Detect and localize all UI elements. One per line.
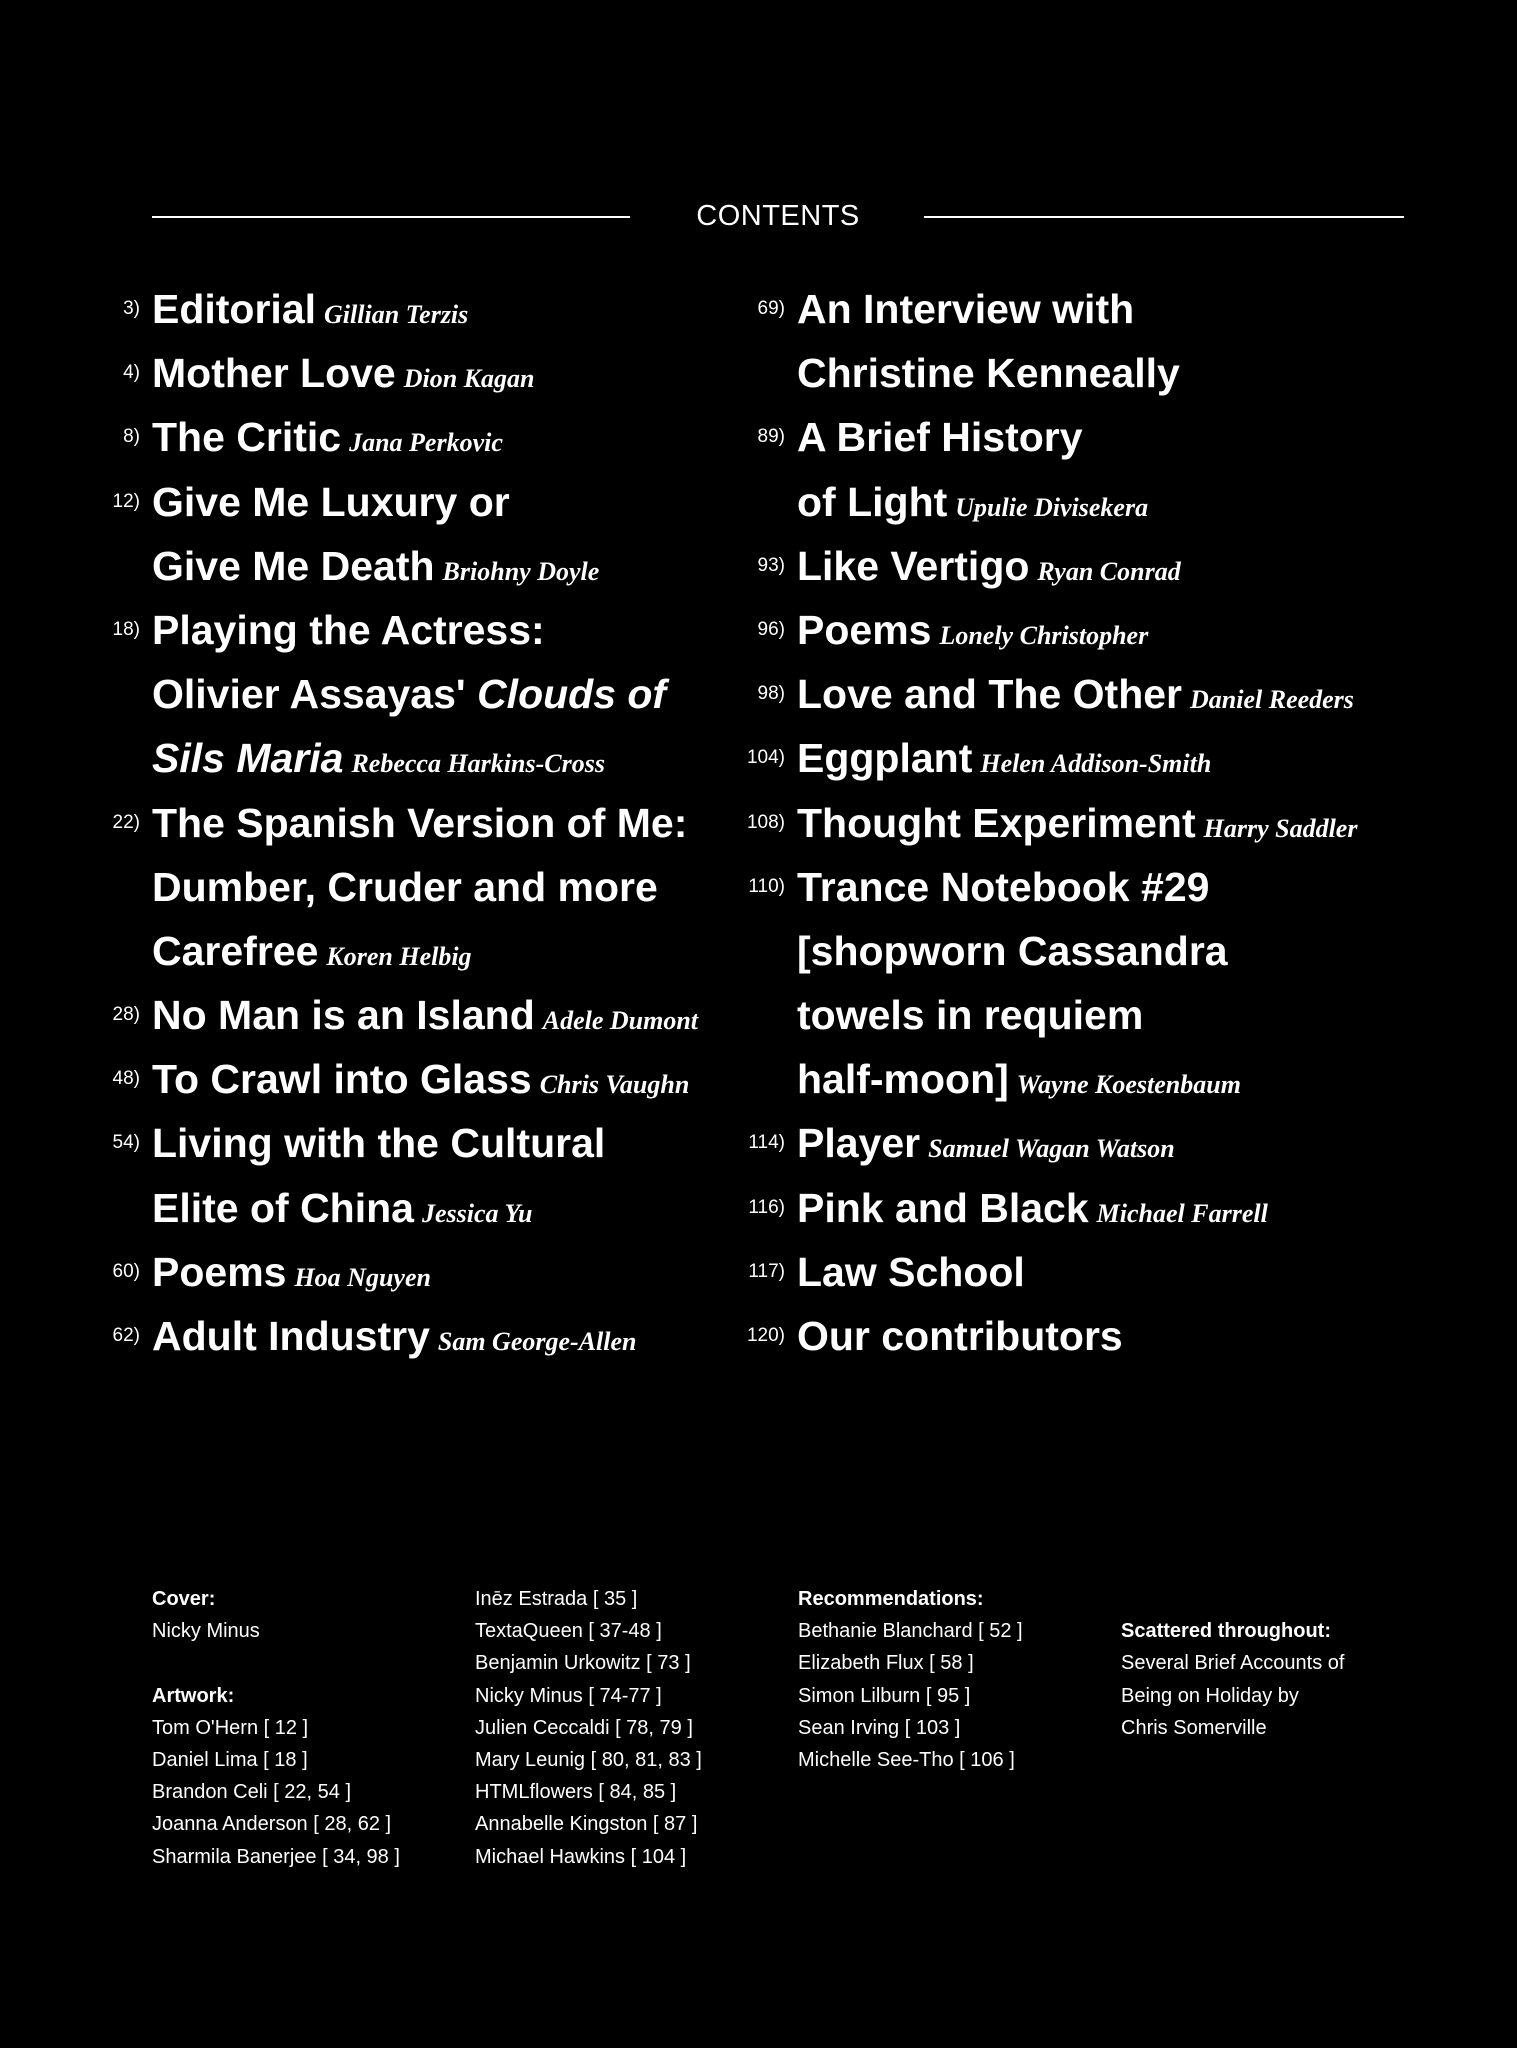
page-number: 89) — [757, 426, 785, 448]
artwork-credit: Michael Hawkins [ 104 ] — [475, 1845, 687, 1868]
entry-author: Samuel Wagan Watson — [928, 1134, 1175, 1164]
entry-title: Poems — [152, 1248, 287, 1295]
toc-entry — [725, 662, 1415, 726]
entry-author: Dion Kagan — [403, 364, 535, 394]
toc-entry — [80, 1111, 740, 1239]
page-number: 60) — [112, 1260, 140, 1282]
entry-title-italic: Clouds of — [477, 671, 667, 718]
page-title: CONTENTS — [696, 200, 860, 232]
recommendations-heading: Recommendations: — [798, 1588, 984, 1610]
toc-entry — [725, 1111, 1415, 1175]
entry-title: No Man is an Island — [152, 992, 535, 1039]
page-number: 62) — [112, 1325, 140, 1346]
entry-title-line — [152, 341, 740, 405]
entry-title-line — [797, 726, 1415, 790]
entry-author: Jana Perkovic — [349, 428, 503, 458]
entry-title: Dumber, Cruder and more — [152, 863, 658, 910]
entry-title: Love and The Other — [797, 671, 1182, 718]
page-number: 54) — [112, 1132, 140, 1154]
toc-entry — [725, 1176, 1415, 1240]
entry-title: Olivier Assayas' — [152, 671, 478, 718]
entry-author: Adele Dumont — [542, 1006, 699, 1036]
page-number: 116) — [748, 1196, 785, 1218]
entry-title-line — [797, 1176, 1415, 1240]
entry-title-line — [152, 534, 740, 598]
entry-title-line — [797, 919, 1415, 983]
entry-title: Living with the Cultural — [152, 1120, 606, 1167]
entry-title-line — [152, 277, 740, 341]
entry-title-line — [797, 855, 1415, 919]
toc-entry — [80, 277, 740, 341]
entry-title-line — [152, 791, 740, 855]
toc-entry — [80, 1047, 740, 1111]
entry-title: towels in requiem — [797, 992, 1144, 1039]
page-number: 48) — [112, 1068, 140, 1090]
entry-author: Lonely Christopher — [939, 620, 1149, 650]
recommendation-credit: Elizabeth Flux [ 58 ] — [798, 1652, 974, 1675]
page-number: 28) — [112, 1004, 140, 1026]
page-number: 110) — [748, 875, 785, 897]
entry-title: Thought Experiment — [797, 799, 1196, 846]
entry-author: Gillian Terzis — [324, 300, 469, 329]
entry-author: Rebecca Harkins-Cross — [351, 749, 605, 779]
entry-title-line — [797, 1240, 1415, 1304]
entry-title: Like Vertigo — [797, 542, 1030, 589]
entry-title: Adult Industry — [152, 1313, 430, 1359]
recommendation-credit: Bethanie Blanchard [ 52 ] — [798, 1620, 1023, 1643]
artwork-credit: Julien Ceccaldi [ 78, 79 ] — [475, 1716, 693, 1739]
entry-author: Koren Helbig — [326, 941, 472, 971]
page-number: 96) — [757, 618, 785, 640]
entry-author: Jessica Yu — [421, 1198, 533, 1228]
toc-entry — [80, 598, 740, 791]
entry-title: Playing the Actress: — [152, 606, 545, 653]
toc-entry — [725, 277, 1415, 405]
page-number: 104) — [746, 747, 785, 769]
page-number: 98) — [757, 683, 785, 705]
toc-entry — [80, 341, 740, 405]
entry-title-line — [797, 1111, 1415, 1175]
recommendation-credit: Simon Lilburn [ 95 ] — [798, 1684, 971, 1707]
cover-credit: Nicky Minus — [152, 1620, 260, 1643]
entry-title-line — [152, 405, 740, 469]
entry-title: Elite of China — [152, 1184, 414, 1231]
entry-title-line — [152, 1111, 740, 1175]
toc-entry — [80, 1240, 740, 1304]
entry-title: Editorial — [152, 286, 317, 332]
toc-entry — [725, 855, 1415, 1112]
page-number: 93) — [757, 554, 785, 576]
entry-title: An Interview with — [797, 286, 1135, 332]
toc-entry — [725, 405, 1415, 533]
entry-title: Eggplant — [797, 735, 973, 782]
toc-entry — [80, 983, 740, 1047]
entry-title: Pink and Black — [797, 1184, 1089, 1231]
entry-author: Briohny Doyle — [442, 556, 600, 586]
entry-title-line — [797, 341, 1415, 405]
artwork-credit: Inēz Estrada [ 35 ] — [475, 1588, 638, 1610]
entry-title-line — [152, 855, 740, 919]
page-number: 3) — [123, 298, 140, 319]
entry-title-line — [797, 1304, 1415, 1368]
entry-author: Daniel Reeders — [1190, 685, 1354, 715]
credits-column-1 — [152, 1583, 462, 1873]
entry-title: half-moon] — [797, 1056, 1009, 1103]
entry-title-line — [797, 662, 1415, 726]
scattered-line: Being on Holiday by — [1121, 1684, 1299, 1707]
recommendation-credit: Michelle See-Tho [ 106 ] — [798, 1749, 1015, 1772]
entry-title: The Spanish Version of Me: — [152, 799, 688, 846]
recommendation-credit: Sean Irving [ 103 ] — [798, 1716, 961, 1739]
page-number: 120) — [746, 1325, 785, 1346]
entry-author: Wayne Koestenbaum — [1016, 1070, 1241, 1100]
artwork-credit: Mary Leunig [ 80, 81, 83 ] — [475, 1749, 702, 1772]
entry-title: Give Me Luxury or — [152, 478, 510, 525]
artwork-heading: Artwork: — [152, 1684, 235, 1707]
entry-author: Michael Farrell — [1096, 1198, 1268, 1228]
cover-heading: Cover: — [152, 1588, 216, 1610]
entry-title-line — [152, 983, 740, 1047]
page-number: 22) — [112, 811, 140, 833]
artwork-credit: Joanna Anderson [ 28, 62 ] — [152, 1813, 392, 1836]
entry-author: Ryan Conrad — [1037, 556, 1181, 586]
artwork-credit: Nicky Minus [ 74-77 ] — [475, 1684, 662, 1707]
entry-title-line — [797, 598, 1415, 662]
page-number: 4) — [123, 362, 140, 384]
toc-entry — [725, 791, 1415, 855]
entry-title-line — [152, 598, 740, 662]
toc-entry — [725, 1304, 1415, 1368]
entry-title: of Light — [797, 478, 948, 525]
page-number: 18) — [112, 618, 140, 640]
entry-title-line — [797, 791, 1415, 855]
credits-column-3 — [798, 1583, 1108, 1776]
entry-title: Mother Love — [152, 350, 396, 397]
entry-author: Helen Addison-Smith — [980, 749, 1212, 779]
entry-title: Trance Notebook #29 — [797, 863, 1210, 910]
entry-title-line — [152, 662, 740, 726]
entry-author: Upulie Divisekera — [955, 492, 1149, 522]
entry-title: [shopworn Cassandra — [797, 927, 1228, 974]
artwork-credit: Brandon Celi [ 22, 54 ] — [152, 1781, 352, 1804]
toc-entry — [80, 791, 740, 984]
entry-title-line — [152, 1047, 740, 1111]
scattered-line: Several Brief Accounts of — [1121, 1652, 1345, 1675]
artwork-credit: Annabelle Kingston [ 87 ] — [475, 1813, 698, 1836]
entry-author: Sam George-Allen — [437, 1327, 637, 1356]
entry-title: The Critic — [152, 414, 342, 461]
entry-author: Chris Vaughn — [539, 1070, 690, 1100]
entry-title-line — [152, 1176, 740, 1240]
entry-title-line — [152, 470, 740, 534]
toc-entry — [80, 405, 740, 469]
scattered-line: Chris Somerville — [1121, 1716, 1267, 1739]
entry-title-line — [152, 1240, 740, 1304]
scattered-heading: Scattered throughout: — [1121, 1620, 1331, 1643]
entry-title-line — [152, 726, 740, 790]
page-number: 114) — [748, 1132, 785, 1154]
entry-author: Hoa Nguyen — [294, 1262, 431, 1292]
toc-entry — [725, 534, 1415, 598]
page-number: 12) — [112, 490, 140, 512]
entry-title-line — [797, 277, 1415, 341]
page-number: 69) — [757, 298, 785, 319]
credits-column-2 — [475, 1583, 785, 1873]
entry-title: To Crawl into Glass — [152, 1056, 532, 1103]
toc-column-right — [725, 277, 1415, 1368]
entry-title-line — [797, 983, 1415, 1047]
entry-title-line — [797, 405, 1415, 469]
toc-entry — [725, 726, 1415, 790]
entry-title: Give Me Death — [152, 542, 435, 589]
contents-header — [152, 196, 1404, 236]
entry-title-line — [797, 1047, 1415, 1111]
artwork-credit: Daniel Lima [ 18 ] — [152, 1749, 308, 1771]
entry-title: Poems — [797, 606, 932, 653]
artwork-credit: Sharmila Banerjee [ 34, 98 ] — [152, 1845, 400, 1868]
toc-entry — [725, 598, 1415, 662]
toc-entry — [80, 470, 740, 598]
header-rule-right — [924, 216, 1404, 218]
artwork-credit: HTMLflowers [ 84, 85 ] — [475, 1781, 677, 1804]
entry-title: Player — [797, 1120, 921, 1167]
entry-title: Carefree — [152, 927, 319, 974]
entry-title-line — [797, 470, 1415, 534]
toc-entry — [725, 1240, 1415, 1304]
entry-title-line — [797, 534, 1415, 598]
page-number: 8) — [123, 426, 140, 448]
credits-column-4 — [1121, 1583, 1421, 1744]
page-number: 108) — [746, 811, 785, 833]
entry-title: Our contributors — [797, 1313, 1123, 1359]
artwork-credit: TextaQueen [ 37-48 ] — [475, 1620, 662, 1643]
entry-title: Christine Kenneally — [797, 350, 1180, 397]
page-number: 117) — [748, 1260, 785, 1282]
entry-title-line — [152, 1304, 740, 1368]
toc-entry — [80, 1304, 740, 1368]
entry-title-line — [152, 919, 740, 983]
artwork-credit: Tom O'Hern [ 12 ] — [152, 1716, 309, 1739]
toc-column-left — [80, 277, 740, 1368]
entry-title-italic: Sils Maria — [152, 735, 344, 782]
artwork-credit: Benjamin Urkowitz [ 73 ] — [475, 1652, 691, 1675]
entry-title: A Brief History — [797, 414, 1083, 461]
entry-author: Harry Saddler — [1203, 813, 1358, 843]
entry-title: Law School — [797, 1248, 1025, 1295]
